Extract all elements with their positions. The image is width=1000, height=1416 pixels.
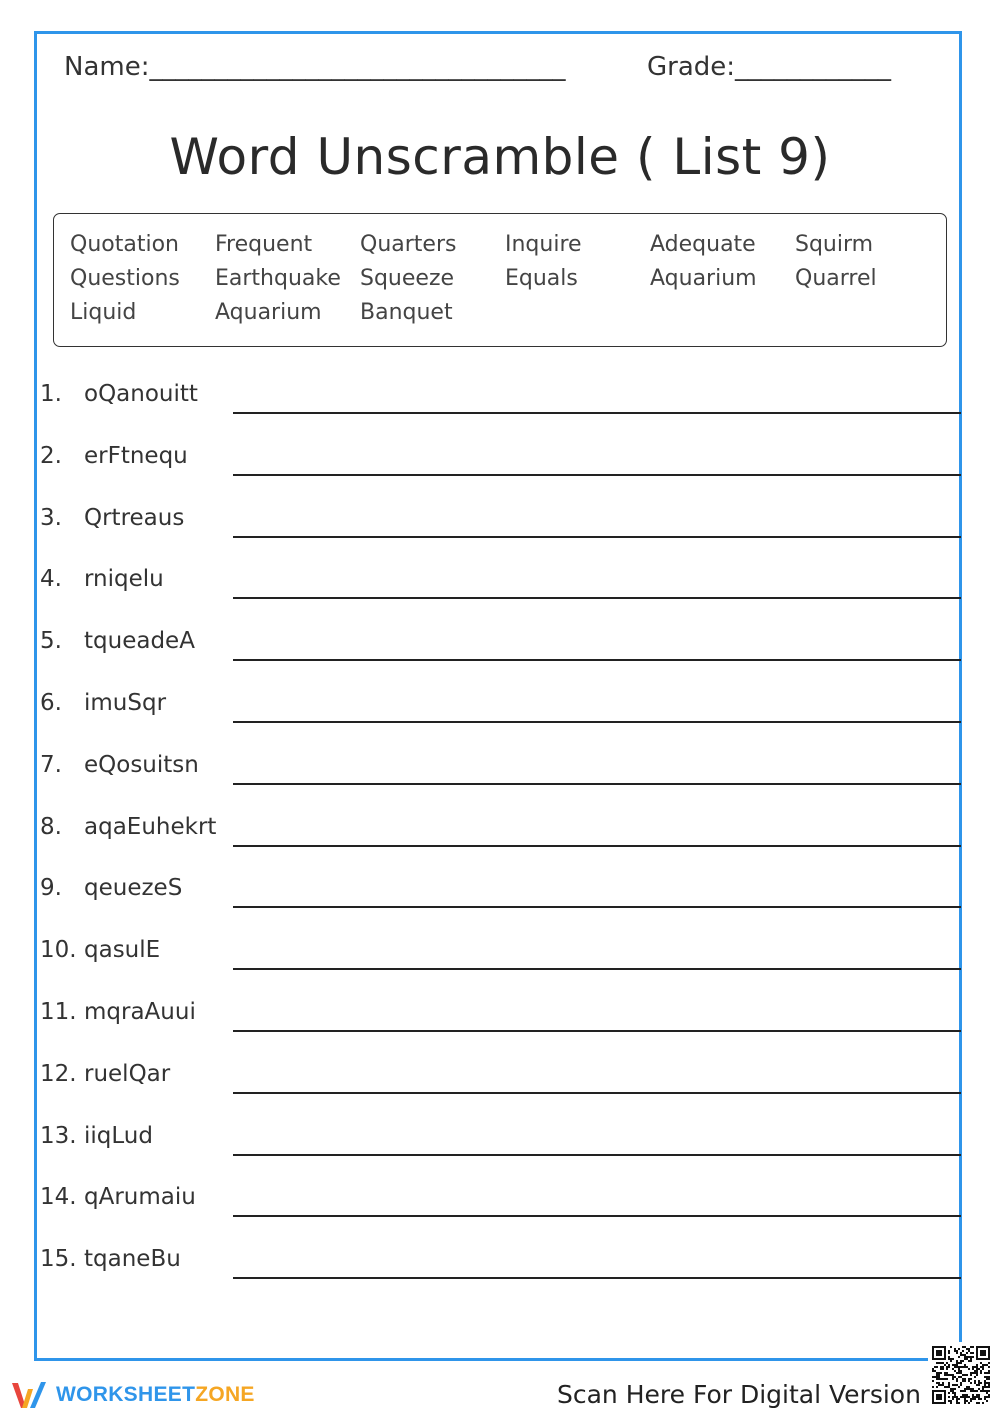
question-number: 14. xyxy=(40,1184,77,1211)
question-number: 1. xyxy=(40,381,62,407)
answer-line[interactable] xyxy=(233,1154,961,1156)
answer-line[interactable] xyxy=(233,1277,961,1279)
answer-line[interactable] xyxy=(233,659,961,661)
question-number: 2. xyxy=(40,442,62,469)
answer-line[interactable] xyxy=(233,1030,961,1032)
word-bank-item: Questions xyxy=(70,266,180,291)
scrambled-word: mqraAuui xyxy=(84,999,196,1025)
scrambled-word: qeuezeS xyxy=(84,875,183,902)
question-row xyxy=(40,937,965,977)
question-row xyxy=(40,814,965,854)
answer-line[interactable] xyxy=(233,412,961,414)
logo-w-icon xyxy=(10,1379,50,1411)
question-row xyxy=(40,1123,965,1163)
question-row xyxy=(40,505,965,545)
question-number: 9. xyxy=(40,875,62,902)
word-bank-item: Inquire xyxy=(505,232,582,257)
scrambled-word: aqaEuhekrt xyxy=(84,813,217,840)
question-number: 5. xyxy=(40,628,62,655)
question-row xyxy=(40,443,965,483)
scrambled-word: oQanouitt xyxy=(84,381,198,407)
name-field-label: Name:________________________________ xyxy=(64,52,566,82)
answer-line[interactable] xyxy=(233,597,961,599)
word-bank-item: Quarters xyxy=(360,232,457,257)
scrambled-word: tqaneBu xyxy=(84,1246,181,1273)
question-number: 13. xyxy=(40,1122,77,1149)
scrambled-word: ruelQar xyxy=(84,1060,171,1087)
grade-field-label: Grade:____________ xyxy=(647,52,892,82)
scrambled-word: Qrtreaus xyxy=(84,504,185,531)
scrambled-word: rniqelu xyxy=(84,566,164,593)
word-bank-item: Liquid xyxy=(70,300,137,325)
word-bank-item: Squirm xyxy=(795,232,874,257)
worksheetzone-logo xyxy=(10,1378,255,1412)
scrambled-word: erFtnequ xyxy=(84,442,188,469)
scrambled-word: tqueadeA xyxy=(84,628,195,655)
scrambled-word: eQosuitsn xyxy=(84,751,199,778)
question-number: 6. xyxy=(40,690,62,716)
question-row xyxy=(40,1061,965,1101)
scrambled-word: qArumaiu xyxy=(84,1184,196,1211)
question-row xyxy=(40,752,965,792)
answer-line[interactable] xyxy=(233,968,961,970)
page-title: Word Unscramble ( List 9) xyxy=(169,128,831,186)
question-row xyxy=(40,628,965,668)
question-number: 7. xyxy=(40,751,62,778)
word-bank xyxy=(53,213,947,347)
scrambled-word: imuSqr xyxy=(84,690,167,716)
answer-line[interactable] xyxy=(233,845,961,847)
question-row xyxy=(40,999,965,1039)
answer-line[interactable] xyxy=(233,721,961,723)
question-number: 8. xyxy=(40,813,62,840)
answer-line[interactable] xyxy=(233,1092,961,1094)
answer-line[interactable] xyxy=(233,474,961,476)
word-bank-item: Adequate xyxy=(650,232,756,257)
question-number: 12. xyxy=(40,1060,77,1087)
word-bank-item: Aquarium xyxy=(215,300,322,325)
qr-code-icon[interactable] xyxy=(928,1342,994,1408)
word-bank-item: Banquet xyxy=(360,300,453,325)
answer-line[interactable] xyxy=(233,783,961,785)
answer-line[interactable] xyxy=(233,536,961,538)
logo-text: WORKSHEETZONE xyxy=(56,1383,255,1406)
word-bank-item: Earthquake xyxy=(215,266,341,291)
question-row xyxy=(40,381,965,421)
word-bank-item: Aquarium xyxy=(650,266,757,291)
word-bank-item: Quarrel xyxy=(795,266,877,291)
scan-instruction: Scan Here For Digital Version xyxy=(557,1380,921,1409)
question-number: 3. xyxy=(40,504,62,531)
question-row xyxy=(40,690,965,730)
question-row xyxy=(40,1246,965,1286)
question-number: 11. xyxy=(40,999,77,1025)
scrambled-word: qasulE xyxy=(84,937,161,964)
question-row xyxy=(40,566,965,606)
word-bank-item: Squeeze xyxy=(360,266,455,291)
scrambled-word: iiqLud xyxy=(84,1122,153,1149)
question-row xyxy=(40,1184,965,1224)
word-bank-item: Quotation xyxy=(70,232,179,257)
question-number: 4. xyxy=(40,566,62,593)
question-row xyxy=(40,875,965,915)
answer-line[interactable] xyxy=(233,1215,961,1217)
word-bank-item: Frequent xyxy=(215,232,313,257)
answer-line[interactable] xyxy=(233,906,961,908)
question-number: 15. xyxy=(40,1246,77,1273)
question-number: 10. xyxy=(40,937,77,964)
word-bank-item: Equals xyxy=(505,266,578,291)
